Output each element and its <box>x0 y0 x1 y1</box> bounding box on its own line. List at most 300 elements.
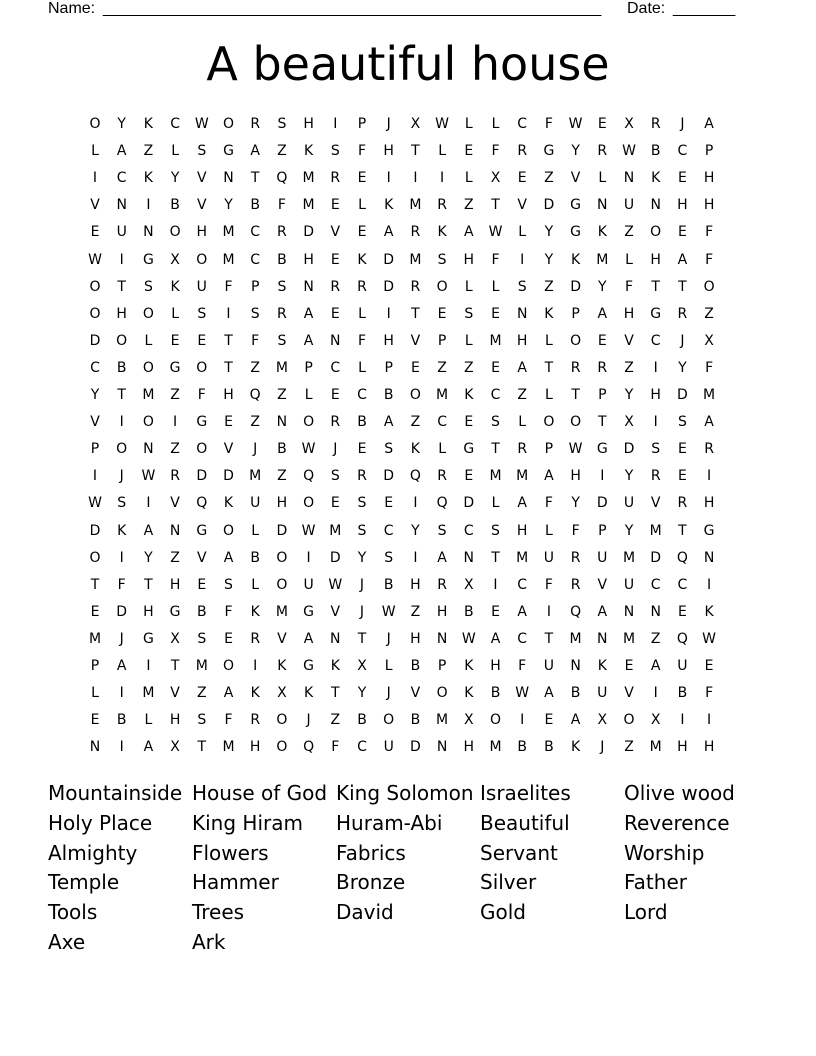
grid-letter: G <box>463 441 475 458</box>
grid-letter: S <box>277 332 287 349</box>
grid-letter: Z <box>544 170 554 187</box>
grid-letter: I <box>653 685 658 702</box>
grid-letter: O <box>650 224 662 241</box>
grid-letter: X <box>277 685 287 702</box>
grid-letter: L <box>625 251 633 268</box>
grid-letter: H <box>169 576 181 593</box>
grid-letter: U <box>677 658 688 674</box>
grid-letter: Z <box>330 712 341 729</box>
grid-letter: R <box>570 549 581 566</box>
grid-letter: M <box>596 251 609 268</box>
grid-letter: L <box>518 224 527 241</box>
grid-letter: L <box>491 495 500 512</box>
grid-letter: D <box>677 387 688 403</box>
grid-letter: J <box>119 468 124 485</box>
grid-letter: F <box>197 387 206 403</box>
word-list-item: Gold <box>480 900 526 925</box>
grid-letter: A <box>143 739 154 756</box>
grid-letter: X <box>490 170 501 187</box>
grid-letter: Y <box>624 468 634 485</box>
grid-letter: J <box>306 712 311 729</box>
grid-letter: C <box>517 116 528 132</box>
name-label: Name: <box>48 0 96 17</box>
grid-letter: W <box>702 630 717 647</box>
grid-letter: Q <box>249 387 261 403</box>
grid-letter: S <box>197 712 207 729</box>
grid-letter: F <box>117 576 126 593</box>
grid-letter: B <box>490 685 501 702</box>
grid-letter: M <box>489 332 502 349</box>
grid-letter: Y <box>571 143 580 160</box>
grid-letter: W <box>301 441 316 458</box>
grid-letter: Z <box>277 143 287 160</box>
grid-letter: I <box>119 414 124 431</box>
word-list-item: Ark <box>192 930 226 954</box>
grid-letter: V <box>223 441 234 458</box>
grid-letter: I <box>413 170 418 187</box>
grid-letter: O <box>89 116 101 132</box>
grid-letter: N <box>650 603 661 620</box>
grid-letter: L <box>518 414 527 431</box>
grid-letter: W <box>461 630 476 647</box>
grid-letter: I <box>520 251 525 268</box>
grid-row <box>83 358 743 385</box>
grid-letter: V <box>597 576 608 593</box>
grid-letter: U <box>303 576 314 593</box>
grid-letter: S <box>357 495 367 512</box>
grid-letter: Z <box>464 359 474 376</box>
grid-letter: Z <box>517 387 527 403</box>
grid-letter: N <box>436 630 448 647</box>
grid-letter: S <box>437 251 447 268</box>
word-list-item: Trees <box>192 900 245 925</box>
grid-letter: H <box>463 739 475 756</box>
grid-letter: A <box>570 712 581 729</box>
grid-letter: S <box>464 305 474 322</box>
grid-letter: D <box>223 468 234 485</box>
header <box>48 0 768 22</box>
grid-letter: C <box>437 414 447 431</box>
grid-letter: Q <box>676 549 688 566</box>
grid-letter: O <box>276 549 288 566</box>
grid-letter: L <box>464 170 473 187</box>
grid-letter: J <box>680 116 685 132</box>
grid-letter: L <box>144 712 153 729</box>
grid-letter: G <box>570 224 582 241</box>
grid-letter: J <box>333 441 338 458</box>
grid-letter: S <box>330 143 340 160</box>
grid-letter: C <box>330 359 341 376</box>
grid-letter: K <box>410 441 420 458</box>
grid-letter: H <box>116 305 127 322</box>
grid-letter: H <box>169 712 181 729</box>
grid-letter: T <box>678 278 687 295</box>
grid-letter: A <box>517 359 527 376</box>
grid-letter: Y <box>544 224 554 241</box>
grid-letter: K <box>304 685 314 702</box>
grid-row <box>83 602 743 629</box>
grid-letter: R <box>250 630 261 647</box>
word-list-item: King Hiram <box>192 810 303 835</box>
grid-letter: I <box>707 576 712 593</box>
grid-letter: H <box>650 251 661 268</box>
grid-letter: N <box>143 224 154 241</box>
grid-letter: V <box>624 685 634 702</box>
grid-letter: N <box>623 603 635 620</box>
grid-letter: J <box>253 441 258 458</box>
word-list-item: Temple <box>48 870 120 895</box>
grid-letter: P <box>544 441 554 458</box>
grid-letter: Z <box>250 359 260 376</box>
grid-letter: X <box>464 712 474 729</box>
grid-letter: Q <box>409 468 421 485</box>
grid-letter: D <box>276 522 288 539</box>
grid-letter: O <box>623 712 635 729</box>
grid-letter: E <box>197 576 207 593</box>
grid-letter: C <box>650 576 661 593</box>
grid-letter: O <box>436 685 448 702</box>
grid-letter: Z <box>170 549 180 566</box>
grid-letter: M <box>249 468 262 485</box>
grid-letter: R <box>437 197 447 214</box>
grid-letter: A <box>704 116 714 132</box>
grid-letter: D <box>463 495 475 512</box>
grid-letter: B <box>250 549 260 566</box>
grid-letter: E <box>90 224 100 241</box>
grid-letter: B <box>677 685 688 702</box>
grid-letter: F <box>705 359 714 376</box>
grid-letter: I <box>413 495 418 512</box>
grid-letter: X <box>170 630 180 647</box>
grid-letter: K <box>384 197 394 214</box>
grid-letter: C <box>250 251 261 268</box>
grid-letter: R <box>517 441 528 458</box>
grid-letter: G <box>596 441 608 458</box>
grid-letter: U <box>383 739 394 756</box>
grid-letter: P <box>598 387 607 403</box>
grid-letter: M <box>275 359 288 376</box>
grid-letter: M <box>142 685 155 702</box>
grid-letter: L <box>171 305 179 322</box>
grid-letter: S <box>197 305 207 322</box>
grid-letter: W <box>435 116 450 132</box>
grid-letter: E <box>224 414 233 431</box>
grid-letter: B <box>170 197 180 214</box>
grid-letter: Z <box>437 359 447 376</box>
word-list-item: Reverence <box>624 810 730 835</box>
grid-letter: H <box>677 197 688 214</box>
grid-letter: M <box>302 197 315 214</box>
grid-letter: G <box>223 143 234 160</box>
word-list-item: Father <box>624 870 687 895</box>
grid-letter: L <box>544 387 553 403</box>
grid-letter: Q <box>436 495 448 512</box>
grid-letter: U <box>597 685 608 702</box>
grid-letter: T <box>117 278 126 295</box>
grid-letter: N <box>330 332 341 349</box>
grid-letter: T <box>678 522 687 539</box>
grid-letter: X <box>464 576 474 593</box>
grid-letter: M <box>649 522 662 539</box>
grid-letter: C <box>677 576 688 593</box>
grid-letter: E <box>224 630 233 647</box>
grid-letter: U <box>250 495 261 512</box>
grid-letter: B <box>544 739 554 756</box>
grid-letter: W <box>328 576 343 593</box>
grid-letter: A <box>437 549 447 566</box>
grid-letter: C <box>490 387 501 403</box>
grid-letter: R <box>277 305 287 322</box>
grid-letter: N <box>516 305 528 322</box>
grid-letter: Z <box>197 685 207 702</box>
grid-letter: H <box>249 739 261 756</box>
grid-letter: T <box>411 305 420 322</box>
grid-letter: M <box>195 658 208 674</box>
grid-letter: K <box>277 658 287 674</box>
grid-letter: I <box>92 468 98 485</box>
grid-letter: A <box>517 495 527 512</box>
grid-letter: E <box>624 658 634 674</box>
grid-letter: K <box>464 658 474 674</box>
grid-letter: T <box>491 549 500 566</box>
grid-row <box>83 412 743 439</box>
grid-letter: Z <box>624 359 634 376</box>
grid-letter: O <box>89 278 101 295</box>
grid-letter: G <box>169 359 181 376</box>
grid-letter: J <box>386 630 391 647</box>
grid-letter: Z <box>143 143 154 160</box>
grid-letter: B <box>250 197 260 214</box>
grid-letter: L <box>464 278 473 295</box>
grid-letter: S <box>677 414 687 431</box>
grid-letter: I <box>146 495 151 512</box>
grid-letter: F <box>544 116 553 132</box>
grid-letter: H <box>570 468 581 485</box>
grid-letter: R <box>570 359 581 376</box>
grid-letter: F <box>277 197 286 214</box>
grid-letter: R <box>650 116 661 132</box>
grid-letter: Z <box>624 224 634 241</box>
grid-row <box>83 277 743 304</box>
grid-letter: S <box>491 414 500 431</box>
grid-letter: D <box>570 278 581 295</box>
grid-letter: R <box>597 143 608 160</box>
grid-letter: S <box>384 549 394 566</box>
grid-letter: F <box>544 495 553 512</box>
grid-letter: A <box>116 143 127 160</box>
grid-letter: U <box>597 549 608 566</box>
grid-letter: O <box>169 224 181 241</box>
grid-letter: M <box>222 251 235 268</box>
grid-letter: H <box>516 332 528 349</box>
grid-letter: H <box>703 739 715 756</box>
grid-letter: E <box>357 224 367 241</box>
grid-letter: L <box>171 143 179 160</box>
grid-letter: C <box>383 522 394 539</box>
grid-letter: K <box>223 495 234 512</box>
grid-letter: E <box>491 359 500 376</box>
grid-letter: O <box>116 441 128 458</box>
word-list-item: Worship <box>624 840 705 865</box>
grid-letter: E <box>491 305 500 322</box>
grid-letter: Y <box>90 387 100 403</box>
grid-letter: K <box>330 658 340 674</box>
grid-letter: N <box>436 739 448 756</box>
grid-letter: I <box>306 549 311 566</box>
grid-letter: X <box>704 332 714 349</box>
grid-letter: G <box>650 305 662 322</box>
grid-letter: T <box>357 630 367 647</box>
grid-letter: I <box>146 197 151 214</box>
grid-letter: H <box>516 522 528 539</box>
grid-letter: K <box>250 685 260 702</box>
grid-letter: U <box>116 224 127 241</box>
grid-letter: U <box>623 576 635 593</box>
grid-letter: M <box>329 522 342 539</box>
grid-letter: K <box>143 116 153 132</box>
grid-letter: H <box>383 332 394 349</box>
grid-letter: Y <box>598 278 607 295</box>
grid-letter: A <box>383 414 394 431</box>
grid-letter: E <box>330 495 340 512</box>
grid-letter: P <box>598 522 607 539</box>
grid-letter: O <box>116 332 128 349</box>
grid-letter: H <box>383 143 394 160</box>
grid-letter: K <box>143 170 153 187</box>
grid-letter: L <box>464 116 473 132</box>
grid-letter: X <box>624 414 634 431</box>
grid-letter: M <box>436 387 449 403</box>
grid-letter: A <box>143 522 154 539</box>
grid-letter: M <box>436 712 449 729</box>
grid-letter: E <box>330 305 340 322</box>
grid-letter: Z <box>410 414 421 431</box>
grid-letter: D <box>89 332 101 349</box>
grid-letter: J <box>386 116 391 132</box>
grid-letter: R <box>570 576 581 593</box>
grid-letter: H <box>196 224 208 241</box>
grid-letter: Z <box>704 305 714 322</box>
grid-letter: R <box>597 359 608 376</box>
grid-letter: F <box>705 685 714 702</box>
grid-letter: C <box>90 359 100 376</box>
grid-letter: L <box>144 332 153 349</box>
grid-letter: S <box>197 630 207 647</box>
word-list-item: House of God <box>192 781 328 805</box>
grid-row <box>83 141 743 168</box>
grid-letter: V <box>330 603 341 620</box>
grid-row <box>83 656 743 683</box>
grid-letter: I <box>653 414 658 431</box>
grid-letter: B <box>410 712 421 729</box>
grid-letter: O <box>196 441 208 458</box>
grid-letter: F <box>224 712 233 729</box>
grid-row <box>83 548 743 575</box>
grid-letter: M <box>516 549 529 566</box>
grid-letter: P <box>250 278 260 295</box>
grid-letter: L <box>544 332 553 349</box>
grid-letter: S <box>517 278 527 295</box>
word-list-item: Tools <box>48 900 98 925</box>
grid-letter: D <box>196 468 208 485</box>
grid-letter: M <box>409 251 422 268</box>
grid-letter: O <box>276 576 288 593</box>
grid-letter: B <box>570 685 581 702</box>
grid-letter: L <box>91 685 99 702</box>
grid-letter: F <box>331 739 340 756</box>
grid-letter: E <box>464 414 474 431</box>
grid-letter: V <box>90 414 100 431</box>
grid-letter: I <box>680 712 685 729</box>
grid-row <box>83 737 743 764</box>
grid-letter: T <box>651 278 660 295</box>
grid-letter: V <box>170 495 180 512</box>
grid-letter: I <box>119 685 124 702</box>
grid-letter: F <box>705 224 714 241</box>
grid-row <box>83 114 743 141</box>
grid-letter: X <box>624 116 634 132</box>
grid-letter: B <box>383 576 394 593</box>
grid-letter: L <box>358 305 366 322</box>
grid-letter: P <box>704 143 714 160</box>
grid-letter: W <box>381 603 396 620</box>
grid-letter: A <box>383 224 394 241</box>
grid-letter: F <box>357 332 367 349</box>
grid-letter: Z <box>544 278 554 295</box>
grid-letter: T <box>598 414 607 431</box>
grid-letter: M <box>222 224 235 241</box>
grid-letter: Z <box>650 630 661 647</box>
grid-letter: W <box>301 522 316 539</box>
grid-letter: X <box>357 658 367 674</box>
grid-letter: Y <box>224 197 233 214</box>
grid-letter: K <box>464 685 474 702</box>
grid-letter: I <box>653 359 658 376</box>
grid-letter: M <box>516 468 529 485</box>
grid-row <box>83 521 743 548</box>
grid-letter: G <box>169 603 181 620</box>
grid-letter: W <box>488 224 503 241</box>
grid-letter: L <box>491 278 500 295</box>
grid-letter: A <box>303 332 314 349</box>
grid-letter: B <box>383 387 394 403</box>
grid-letter: D <box>89 522 101 539</box>
grid-letter: A <box>517 603 527 620</box>
grid-letter: O <box>222 522 235 539</box>
grid-letter: B <box>116 712 127 729</box>
grid-letter: E <box>597 116 607 132</box>
grid-letter: X <box>650 712 661 729</box>
grid-letter: P <box>90 441 100 458</box>
grid-letter: G <box>303 603 315 620</box>
grid-letter: N <box>463 549 475 566</box>
grid-letter: E <box>170 332 180 349</box>
grid-letter: G <box>196 522 208 539</box>
grid-letter: C <box>357 739 367 756</box>
grid-letter: S <box>357 522 367 539</box>
grid-letter: F <box>571 522 580 539</box>
grid-letter: D <box>410 739 421 756</box>
grid-letter: O <box>489 712 502 729</box>
grid-letter: D <box>303 224 314 241</box>
grid-row <box>83 385 743 412</box>
grid-letter: E <box>677 224 687 241</box>
grid-letter: M <box>622 549 636 566</box>
grid-letter: V <box>410 332 421 349</box>
grid-letter: E <box>464 468 474 485</box>
grid-letter: K <box>704 603 714 620</box>
grid-letter: O <box>196 251 208 268</box>
